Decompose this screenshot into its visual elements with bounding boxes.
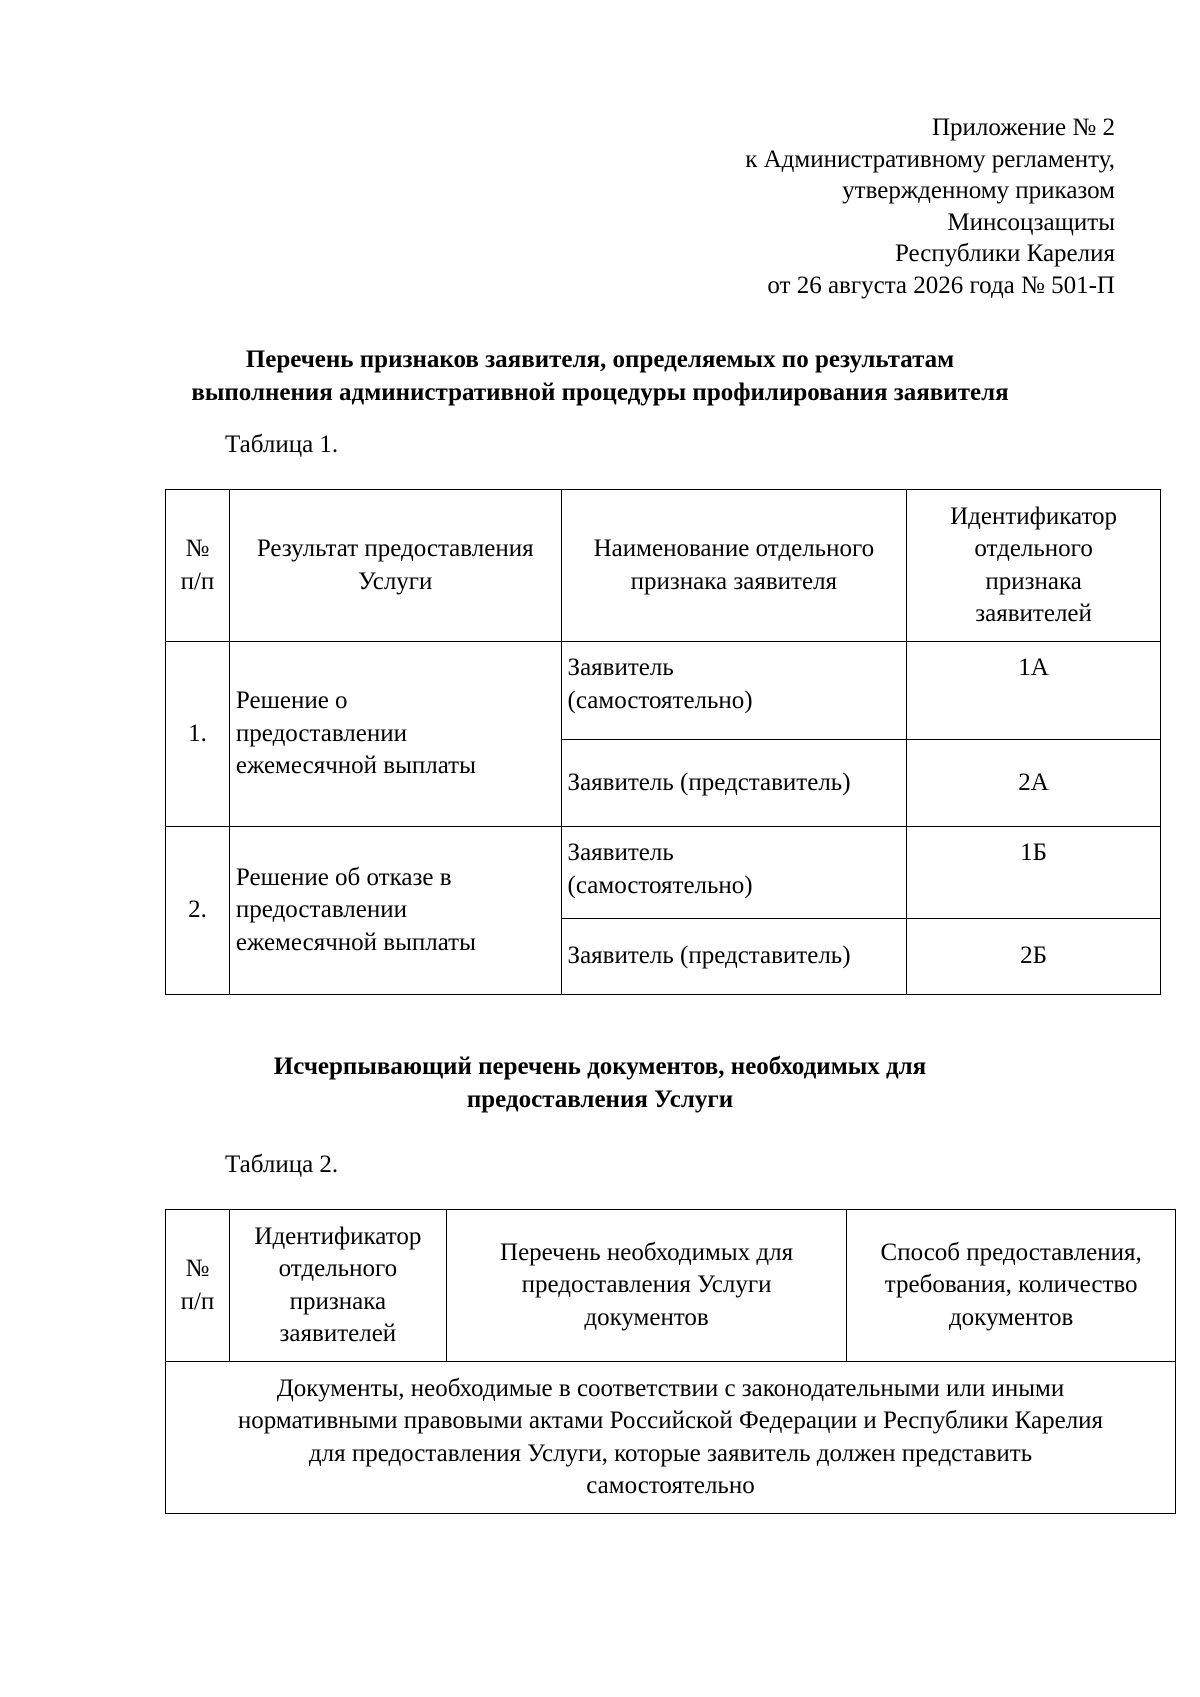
table-row (166, 827, 1161, 919)
table2-header-num: № п/п (166, 1210, 230, 1362)
table2-caption: Таблица 2. (225, 1151, 339, 1178)
table1-header-feature-name: Наименование отдельного признака заявителя (561, 490, 907, 642)
table1 (165, 489, 1161, 995)
feature-id: 1Б (907, 827, 1161, 919)
table1-header-feature-id: Идентификатор отдельного признака заявителей (907, 490, 1161, 642)
feature-name: Заявитель (представитель) (561, 919, 907, 995)
feature-id: 1А (907, 642, 1161, 740)
section1-title-line: выполнения административной процедуры профилирования заявителя (191, 379, 1009, 406)
section2-title-line: Исчерпывающий перечень документов, необходимых для (273, 1053, 927, 1080)
table1-header-row (166, 490, 1161, 642)
feature-name: Заявитель (самостоятельно) (561, 827, 907, 919)
section1-title (140, 343, 1060, 409)
table2-header-feature-id: Идентификатор отдельного признака заявителей (229, 1210, 446, 1362)
feature-name: Заявитель (представитель) (561, 740, 907, 827)
table1-header-result: Результат предоставления Услуги (229, 490, 561, 642)
table-row (166, 642, 1161, 740)
appendix-line: Республики Карелия (894, 240, 1115, 268)
documents-span-row: Документы, необходимые в соответствии с законодательными или иными нормативными правовыми актами Российской Федерации и Республики Карелия для предоставления Услуги, которые заявитель должен представить самостоятельно (166, 1362, 1176, 1514)
table2-header-row (166, 1210, 1176, 1362)
feature-name: Заявитель (самостоятельно) (561, 642, 907, 740)
appendix-line: Минсоцзащиты (947, 208, 1115, 236)
section2-title-line: предоставления Услуги (466, 1086, 734, 1113)
table1-header-num: № п/п (166, 490, 230, 642)
feature-id: 2Б (907, 919, 1161, 995)
table-row (166, 1362, 1176, 1514)
service-result: Решение об отказе в предоставлении ежемесячной выплаты (229, 827, 561, 995)
table2 (165, 1209, 1176, 1514)
table1-caption: Таблица 1. (225, 431, 339, 458)
appendix-line: утвержденному приказом (842, 177, 1115, 205)
service-result: Решение о предоставлении ежемесячной выплаты (229, 642, 561, 827)
appendix-line: к Административному регламенту, (745, 145, 1115, 173)
section1-title-line: Перечень признаков заявителя, определяемых по результатам (245, 346, 955, 373)
appendix-line: Приложение № 2 (931, 114, 1115, 141)
table2-header-method: Способ предоставления, требования, количество документов (847, 1210, 1176, 1362)
table2-header-documents: Перечень необходимых для предоставления Услуги документов (446, 1210, 846, 1362)
appendix-block (515, 112, 1115, 302)
appendix-line: от 26 августа 2026 года № 501-П (767, 271, 1115, 299)
section2-title (140, 1050, 1060, 1116)
row-number: 1. (166, 642, 230, 827)
row-number: 2. (166, 827, 230, 995)
feature-id: 2А (907, 740, 1161, 827)
